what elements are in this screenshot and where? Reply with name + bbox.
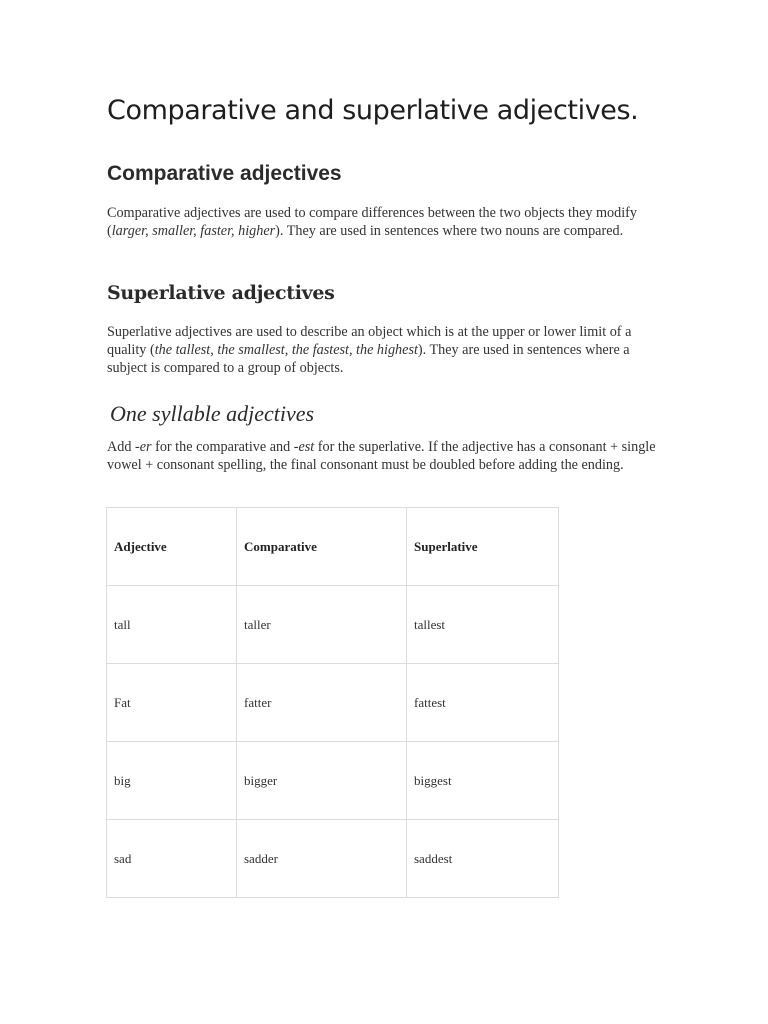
one-syllable-heading: One syllable adjectives <box>110 401 315 426</box>
suffix-est: est <box>298 439 315 455</box>
table-cell-adjective: big <box>107 742 237 820</box>
table-cell-superlative: tallest <box>407 586 559 664</box>
table-row <box>107 820 559 898</box>
table-cell-adjective: sad <box>107 820 237 898</box>
table-cell-superlative: biggest <box>407 742 559 820</box>
table-cell-comparative: sadder <box>237 820 407 898</box>
table-cell-comparative: taller <box>237 586 407 664</box>
one-syllable-text-after: for the superlative. If the adjective has a consonant + single vowel + consonant spelling, the final consonant must be doubled before adding the ending. <box>107 439 656 474</box>
table-cell-comparative: fatter <box>237 664 407 742</box>
header-adjective: Adjective <box>107 508 237 586</box>
table-row <box>107 664 559 742</box>
table-cell-superlative: fattest <box>407 664 559 742</box>
header-superlative: Superlative <box>407 508 559 586</box>
header-comparative: Comparative <box>237 508 407 586</box>
one-syllable-paragraph <box>107 438 663 474</box>
table-cell-adjective: tall <box>107 586 237 664</box>
superlative-paragraph <box>107 323 663 378</box>
table-row <box>107 586 559 664</box>
comparative-examples: larger, smaller, faster, higher <box>111 223 276 240</box>
suffix-er: er <box>139 439 152 455</box>
one-syllable-text-middle: for the comparative and - <box>151 439 299 455</box>
table-row <box>107 742 559 820</box>
one-syllable-text-add: Add - <box>107 439 140 455</box>
comparative-text-before: Comparative adjectives are used to compare differences between the two objects they modify ( <box>107 205 637 240</box>
superlative-examples: the tallest, the smallest, the fastest, the highest <box>154 342 418 359</box>
table-cell-adjective: Fat <box>107 664 237 742</box>
table-cell-comparative: bigger <box>237 742 407 820</box>
table-header-row <box>107 508 559 586</box>
document-title: Comparative and superlative adjectives. <box>107 95 639 126</box>
comparative-paragraph <box>107 204 663 240</box>
comparative-text-after: ). They are used in sentences where two nouns are compared. <box>275 223 624 240</box>
superlative-heading: Superlative adjectives <box>107 282 335 304</box>
superlative-text-before: Superlative adjectives are used to describe an object which is at the upper or lower limit of a quality ( <box>107 324 632 359</box>
superlative-text-after: ). They are used in sentences where a subject is compared to a group of objects. <box>107 342 630 377</box>
table-cell-superlative: saddest <box>407 820 559 898</box>
adjectives-table <box>106 507 559 898</box>
comparative-heading: Comparative adjectives <box>107 162 342 185</box>
